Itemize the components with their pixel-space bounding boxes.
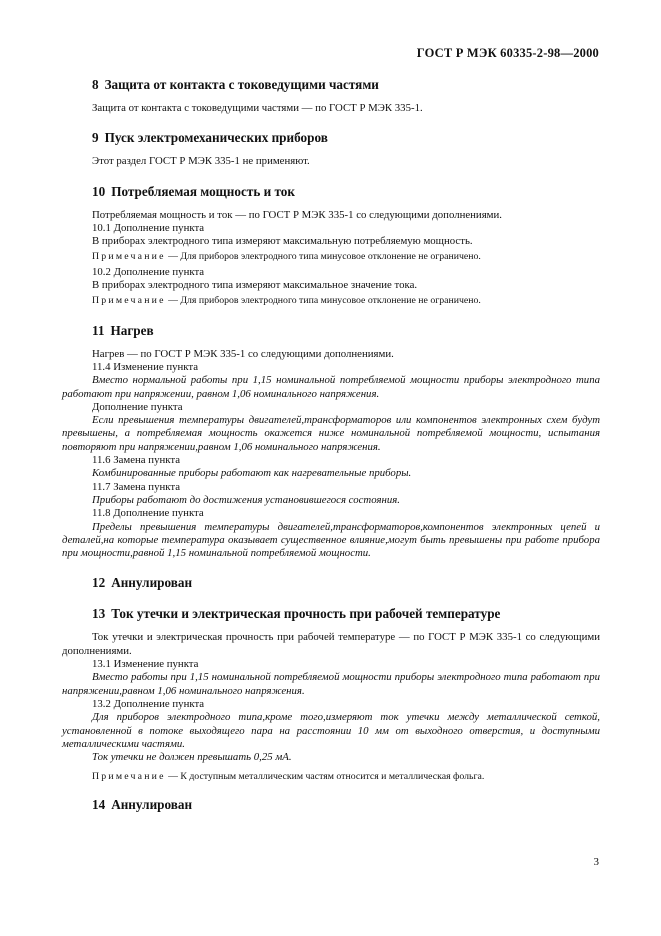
section-11-title: 11 Нагрев [92,322,154,338]
section-14-title: 14 Аннулирован [92,796,193,812]
page-number: 3 [593,856,599,868]
clause-10-1-text: В приборах электродного типа измеряют максимальную потребляемую мощность. [92,235,473,248]
section-13-title: 13 Ток утечки и электрическая прочность при рабочей температуре [92,606,501,622]
clause-13-2-text: Для приборов электродного типа,кроме того,измеряют ток утечки между металлической сеткой, установленной в потоке выходящего пара на расстоянии 10 мм от выходного отверстия, и доступными металлическими частями. [62,711,600,750]
section-10-intro: Потребляемая мощность и ток — по ГОСТ Р МЭК 335-1 со следующими дополнениями. [92,208,502,221]
clause-13-2-limit: Ток утечки не должен превышать 0,25 мА. [92,751,292,764]
section-9-title: 9 Пуск электромеханических приборов [92,130,328,146]
clause-13-1-text: Вместо работы при 1,15 номинальной потребляемой мощности приборы электродного типа работают при напряжении,равном 1,06 номинального напряжения. [62,671,600,697]
clause-13-1-heading: 13.1 Изменение пункта [92,658,199,671]
clause-11-4-heading: 11.4 Изменение пункта [92,360,199,373]
section-8-text: Защита от контакта с токоведущими частями — по ГОСТ Р МЭК 335-1. [92,102,423,114]
standard-header: ГОСТ Р МЭК 60335-2-98—2000 [416,46,599,60]
clause-11-7-heading: 11.7 Замена пункта [92,480,180,493]
section-13-intro: Ток утечки и электрическая прочность при рабочей температуре — по ГОСТ Р МЭК 335-1 со следующими дополнениями. [62,631,600,657]
page-content [62,76,600,813]
clause-10-2-text: В приборах электродного типа измеряют максимальное значение тока. [92,279,418,292]
clause-11-8-text: Пределы превышения температуры двигателей,трансформаторов,компонентов электронных цепей и деталей,на которые температура оказывает существенное влияние,могут быть превышены при работе прибора при мощности,равной 1,15 номинальной потребляемой мощности. [62,520,600,560]
section-9-text: Этот раздел ГОСТ Р МЭК 335-1 не применяют. [92,155,310,168]
clause-11-6-heading: 11.6 Замена пункта [92,454,180,467]
clause-13-note: Примечание — К доступным металлическим частям относится и металлическая фольга. [92,771,485,783]
clause-13-2-heading: 13.2 Дополнение пункта [92,697,205,710]
clause-11-7-text: Приборы работают до достижения установившегося состояния. [92,493,400,506]
section-10-title: 10 Потребляемая мощность и ток [92,183,295,199]
clause-11-4-text: Вместо нормальной работы при 1,15 номинальной потребляемой мощности приборы электродного типа работают при напряжении, равном 1,06 номинального напряжения. [62,374,600,400]
clause-11-6-text: Комбинированные приборы работают как нагревательные приборы. [92,467,412,480]
clause-10-1-heading: 10.1 Дополнение пункта [92,221,205,234]
clause-11-8-heading: 11.8 Дополнение пункта [92,507,204,520]
section-11-intro: Нагрев — по ГОСТ Р МЭК 335-1 со следующими дополнениями. [92,347,394,360]
clause-10-2-heading: 10.2 Дополнение пункта [92,265,205,278]
section-12-title: 12 Аннулирован [92,575,193,591]
clause-10-2-note: Примечание — Для приборов электродного типа минусовое отклонение не ограничено. [92,295,481,307]
clause-11-4-addition-text: Если превышения температуры двигателей,трансформаторов или компонентов электронных схем будут превышены, а потребляемая мощность окажется ниже номинальной потребляемой мощности, испытания повторяют при напряжении,равном 1,06 номинального напряжения. [62,414,600,453]
clause-11-4-addition-heading: Дополнение пункта [92,400,183,413]
section-8-title: 8 Защита от контакта с токоведущими частями [92,77,379,92]
clause-10-1-note: Примечание — Для приборов электродного типа минусовое отклонение не ограничено. [92,251,481,263]
